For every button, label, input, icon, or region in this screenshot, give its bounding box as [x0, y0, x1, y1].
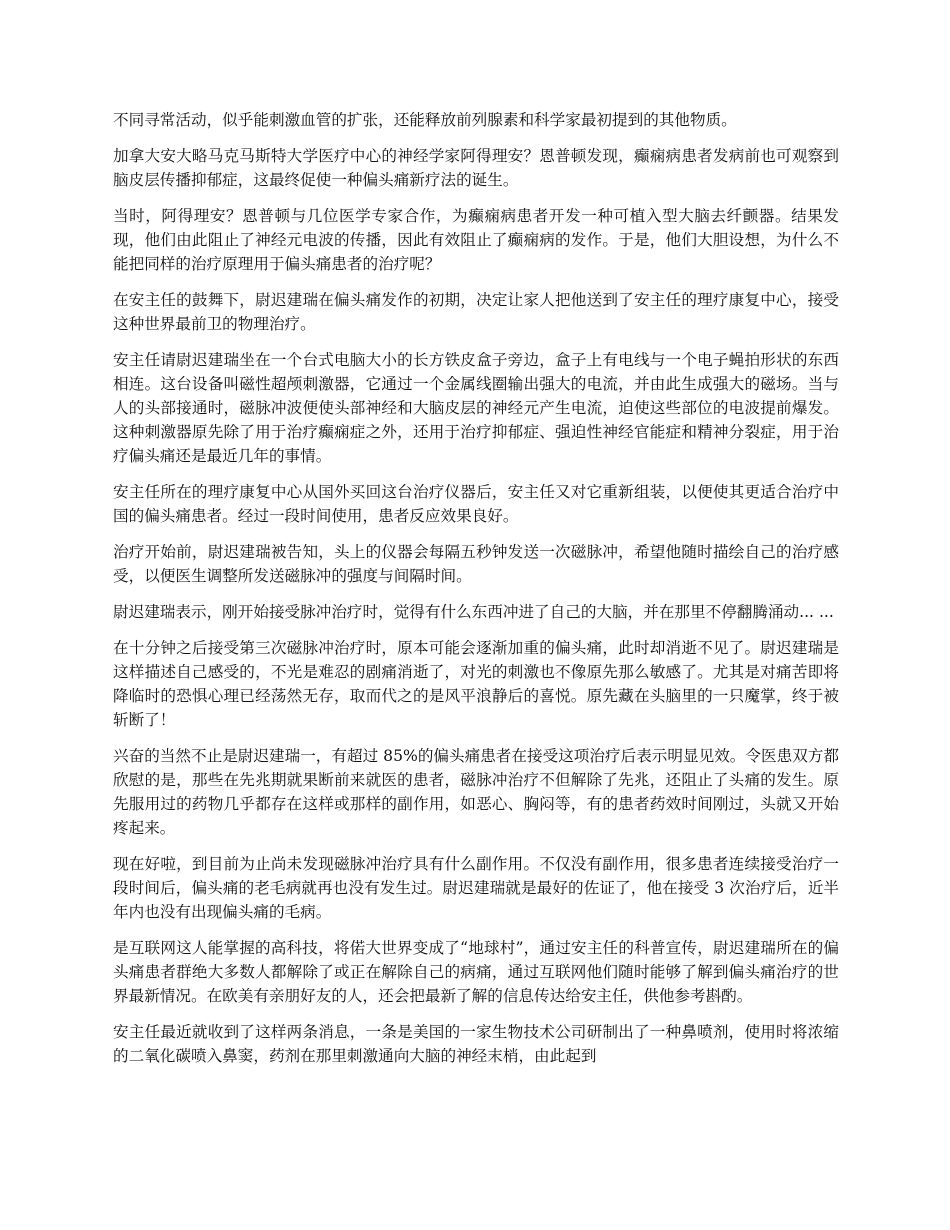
paragraph-9: 在十分钟之后接受第三次磁脉冲治疗时，原本可能会逐渐加重的偏头痛，此时却消逝不见了。尉迟建瑞是这样描述自己感受的，不光是难忍的剧痛消逝了，对光的刺激也不像原先那么敏感了。尤其是对痛苦即将降临时的恐惧心理已经荡然无存，取而代之的是风平浪静后的喜悦。原先藏在头脑里的一只魔掌，终于被斩断了！ — [113, 639, 839, 729]
paragraph-11: 现在好啦，到目前为止尚未发现磁脉冲治疗具有什么副作用。不仅没有副作用，很多患者连续接受治疗一段时间后，偏头痛的老毛病就再也没有发生过。尉迟建瑞就是最好的佐证了，他在接受 3 次治疗后，近半年内也没有出现偏头痛的毛病。 — [113, 855, 839, 921]
paragraph-7: 治疗开始前，尉迟建瑞被告知，头上的仪器会每隔五秒钟发送一次磁脉冲，希望他随时描绘自己的治疗感受，以便医生调整所发送磁脉冲的强度与间隔时间。 — [113, 543, 839, 585]
paragraph-10: 兴奋的当然不止是尉迟建瑞一，有超过 85%的偏头痛患者在接受这项治疗后表示明显见效。令医患双方都欣慰的是，那些在先兆期就果断前来就医的患者，磁脉冲治疗不但解除了先兆，还阻止了头痛的发生。原先服用过的药物几乎都存在这样或那样的副作用，如恶心、胸闷等，有的患者药效时间刚过，头就又开始疼起来。 — [113, 747, 839, 837]
paragraph-5: 安主任请尉迟建瑞坐在一个台式电脑大小的长方铁皮盒子旁边，盒子上有电线与一个电子蝇拍形状的东西相连。这台设备叫磁性超颅刺激器，它通过一个金属线圈输出强大的电流，并由此生成强大的磁场。当与人的头部接通时，磁脉冲波便使头部神经和大脑皮层的神经元产生电流，迫使这些部位的电波提前爆发。这种刺激器原先除了用于治疗癫痫症之外，还用于治疗抑郁症、强迫性神经官能症和精神分裂症，用于治疗偏头痛还是最近几年的事情。 — [113, 351, 839, 465]
paragraph-8: 尉迟建瑞表示，刚开始接受脉冲治疗时，觉得有什么东西冲进了自己的大脑，并在那里不停翻腾涌动... ... — [113, 603, 834, 621]
paragraph-4: 在安主任的鼓舞下，尉迟建瑞在偏头痛发作的初期，决定让家人把他送到了安主任的理疗康复中心，接受这种世界最前卫的物理治疗。 — [113, 291, 839, 333]
document-body — [113, 108, 839, 1080]
paragraph-12: 是互联网这人能掌握的高科技，将偌大世界变成了“地球村”，通过安主任的科普宣传，尉迟建瑞所在的偏头痛患者群绝大多数人都解除了或正在解除自己的病痛，通过互联网他们随时能够了解到偏头痛治疗的世界最新情况。在欧美有亲朋好友的人，还会把最新了解的信息传达给安主任，供他参考斟酌。 — [113, 939, 839, 1005]
paragraph-3: 当时，阿得理安？恩普顿与几位医学专家合作，为癫痫病患者开发一种可植入型大脑去纤颤器。结果发现，他们由此阻止了神经元电波的传播，因此有效阻止了癫痫病的发作。于是，他们大胆设想，为什么不能把同样的治疗原理用于偏头痛患者的治疗呢？ — [113, 207, 839, 273]
paragraph-2: 加拿大安大略马克马斯特大学医疗中心的神经学家阿得理安？恩普顿发现，癫痫病患者发病前也可观察到脑皮层传播抑郁症，这最终促使一种偏头痛新疗法的诞生。 — [113, 147, 839, 189]
paragraph-13: 安主任最近就收到了这样两条消息，一条是美国的一家生物技术公司研制出了一种鼻喷剂，使用时将浓缩的二氧化碳喷入鼻窦，药剂在那里刺激通向大脑的神经末梢，由此起到 — [113, 1023, 839, 1065]
paragraph-1: 不同寻常活动，似乎能刺激血管的扩张，还能释放前列腺素和科学家最初提到的其他物质。 — [113, 111, 737, 129]
paragraph-6: 安主任所在的理疗康复中心从国外买回这台治疗仪器后，安主任又对它重新组装，以便使其更适合治疗中国的偏头痛患者。经过一段时间使用，患者反应效果良好。 — [113, 483, 839, 525]
